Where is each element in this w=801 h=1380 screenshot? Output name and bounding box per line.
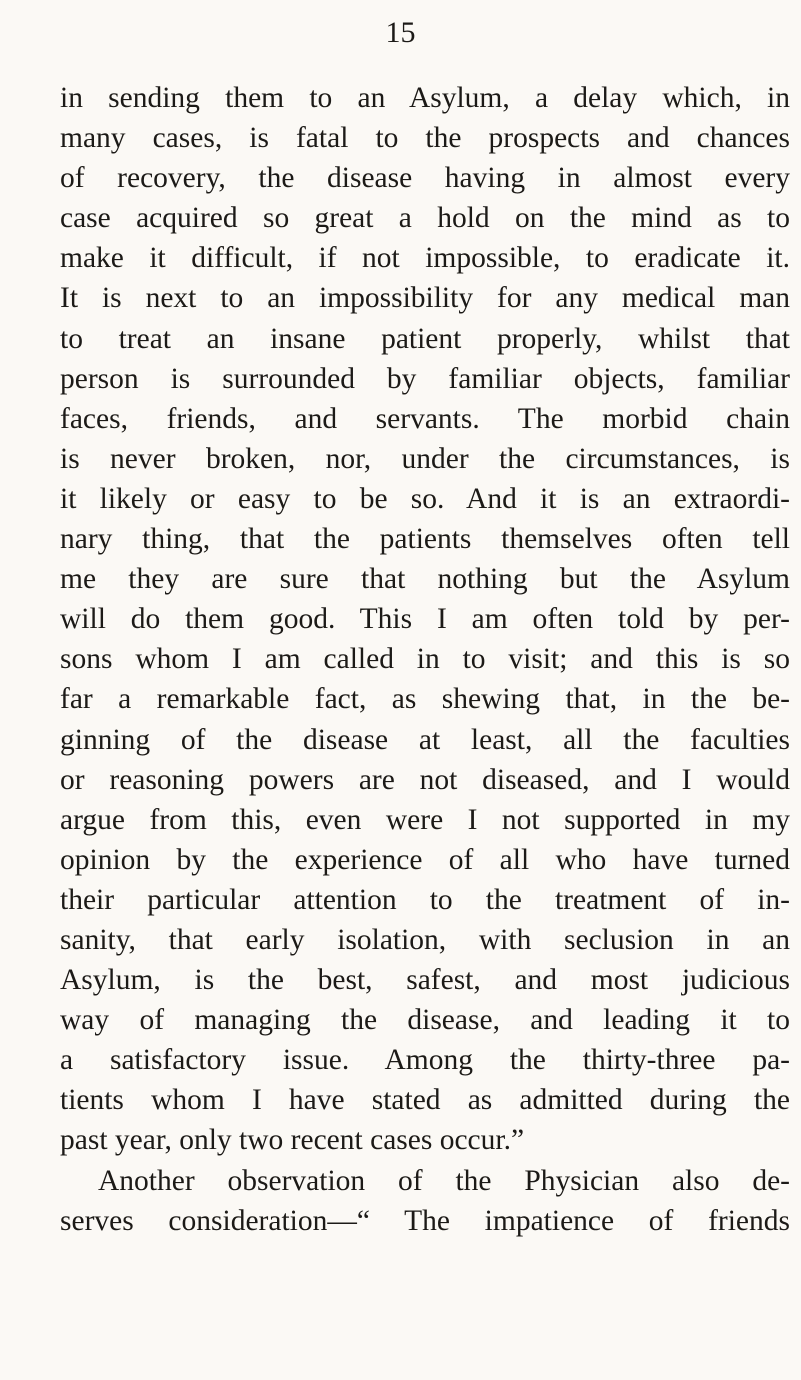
text-line: opinion by the experience of all who have turned bbox=[60, 843, 790, 876]
text-line: serves consideration—“ The impatience of friends bbox=[60, 1204, 790, 1237]
text-line: Another observation of the Physician also de- bbox=[98, 1164, 790, 1197]
text-line: many cases, is fatal to the prospects and chances bbox=[60, 122, 790, 155]
text-line: Asylum, is the best, safest, and most judicious bbox=[60, 964, 790, 997]
text-line: sons whom I am called in to visit; and this is so bbox=[60, 643, 790, 676]
text-line: person is surrounded by familiar objects, familiar bbox=[60, 362, 790, 395]
body-text bbox=[60, 78, 790, 1241]
text-line: to treat an insane patient properly, whilst that bbox=[60, 322, 790, 355]
text-line: a satisfactory issue. Among the thirty-three pa- bbox=[60, 1044, 790, 1077]
text-line: ginning of the disease at least, all the faculties bbox=[60, 723, 790, 756]
text-line: their particular attention to the treatment of in- bbox=[60, 883, 790, 916]
text-line: argue from this, even were I not supported in my bbox=[60, 803, 790, 836]
text-line: It is next to an impossibility for any medical man bbox=[60, 282, 790, 315]
text-line: case acquired so great a hold on the mind as to bbox=[60, 202, 790, 235]
text-line: tients whom I have stated as admitted during the bbox=[60, 1084, 790, 1117]
text-line: far a remarkable fact, as shewing that, in the be- bbox=[60, 683, 790, 716]
text-line: past year, only two recent cases occur.” bbox=[60, 1124, 525, 1157]
text-line: me they are sure that nothing but the Asylum bbox=[60, 563, 790, 596]
text-line: of recovery, the disease having in almost every bbox=[60, 162, 790, 195]
text-line: way of managing the disease, and leading it to bbox=[60, 1004, 790, 1037]
text-line: it likely or easy to be so. And it is an extraordi- bbox=[60, 482, 790, 515]
text-line: faces, friends, and servants. The morbid chain bbox=[60, 402, 790, 435]
text-line: nary thing, that the patients themselves often tell bbox=[60, 523, 790, 556]
text-line: or reasoning powers are not diseased, and I would bbox=[60, 763, 790, 796]
text-line: in sending them to an Asylum, a delay which, in bbox=[60, 82, 790, 114]
page-number: 15 bbox=[385, 16, 416, 49]
text-line: sanity, that early isolation, with seclusion in an bbox=[60, 923, 790, 956]
text-line: will do them good. This I am often told by per- bbox=[60, 603, 790, 636]
text-line: make it difficult, if not impossible, to eradicate it. bbox=[60, 242, 790, 275]
text-line: is never broken, nor, under the circumstances, is bbox=[60, 442, 790, 475]
